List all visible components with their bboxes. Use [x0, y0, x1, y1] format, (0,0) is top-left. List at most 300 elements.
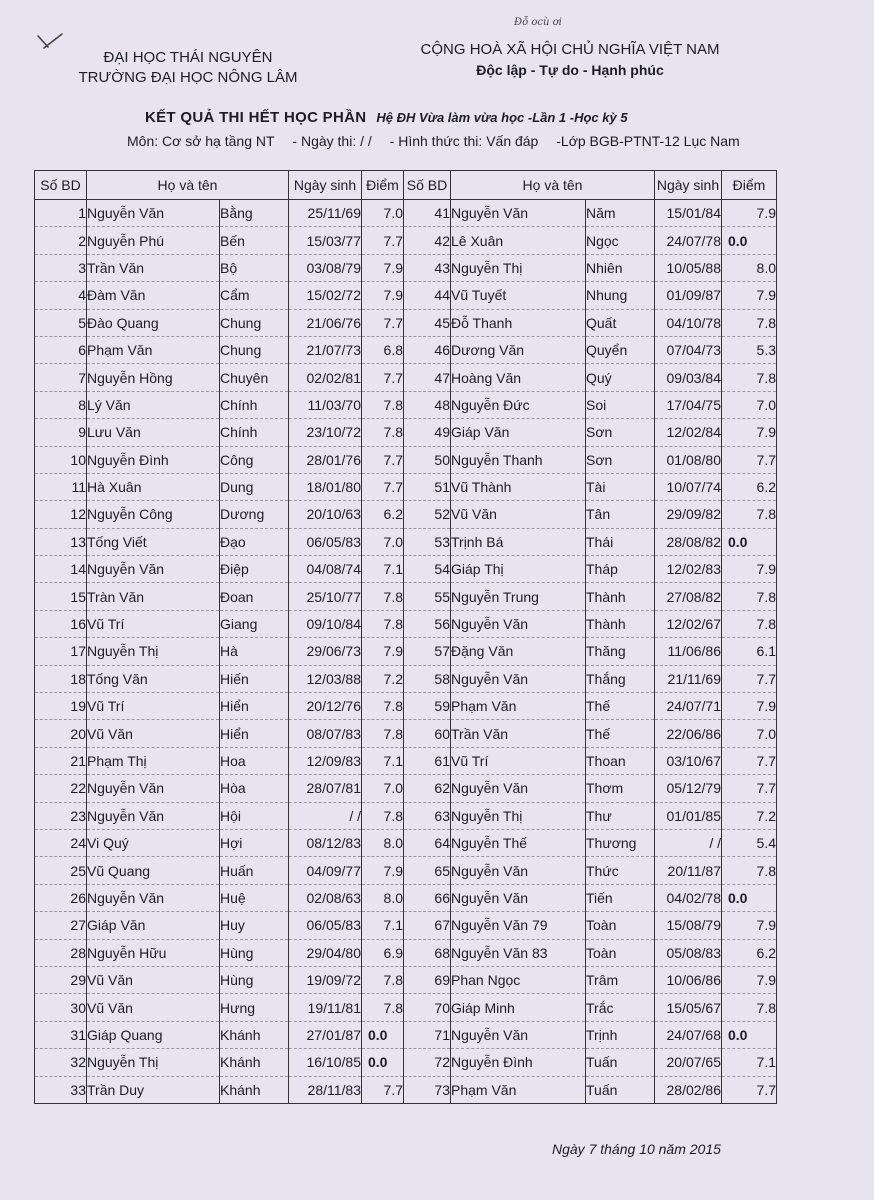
sbd-right: 43: [404, 254, 451, 281]
dob-right: 15/01/84: [655, 200, 722, 227]
family-name-right: Giáp Minh: [451, 994, 586, 1021]
score-left: 7.8: [362, 802, 404, 829]
given-name-right: Sơn: [586, 419, 655, 446]
sbd-right: 73: [404, 1076, 451, 1103]
table-row: [35, 364, 777, 391]
meta-class: -Lớp BGB-PTNT-12 Lục Nam: [556, 133, 740, 149]
sbd-right: 52: [404, 501, 451, 528]
table-row: [35, 528, 777, 555]
sbd-right: 66: [404, 884, 451, 911]
dob-right: 10/06/86: [655, 966, 722, 993]
dob-left: 19/11/81: [289, 994, 362, 1021]
given-name-right: Nhung: [586, 282, 655, 309]
dob-right: 24/07/78: [655, 227, 722, 254]
given-name-right: Tuấn: [586, 1076, 655, 1103]
dob-left: 23/10/72: [289, 419, 362, 446]
table-row: [35, 1049, 777, 1076]
dob-left: 08/07/83: [289, 720, 362, 747]
signing-date: Ngày 7 tháng 10 năm 2015: [552, 1141, 721, 1157]
dob-right: 11/06/86: [655, 638, 722, 665]
given-name-right: Trịnh: [586, 1021, 655, 1048]
sbd-right: 56: [404, 610, 451, 637]
family-name-left: Nguyễn Văn: [87, 200, 220, 227]
table-header-row: [35, 171, 777, 200]
family-name-right: Vũ Thành: [451, 473, 586, 500]
score-right: 7.7: [722, 775, 777, 802]
family-name-right: Dương Văn: [451, 336, 586, 363]
score-right: 7.8: [722, 309, 777, 336]
dob-left: 09/10/84: [289, 610, 362, 637]
given-name-left: Bằng: [220, 200, 289, 227]
given-name-right: Thơm: [586, 775, 655, 802]
table-row: [35, 391, 777, 418]
score-right: 7.9: [722, 556, 777, 583]
table-row: [35, 857, 777, 884]
score-right: 7.0: [722, 391, 777, 418]
family-name-left: Phạm Thị: [87, 747, 220, 774]
given-name-left: Hà: [220, 638, 289, 665]
sbd-right: 61: [404, 747, 451, 774]
dob-right: 15/08/79: [655, 912, 722, 939]
given-name-left: Hùng: [220, 966, 289, 993]
dob-left: 29/06/73: [289, 638, 362, 665]
dob-right: 05/08/83: [655, 939, 722, 966]
given-name-left: Huệ: [220, 884, 289, 911]
score-right: 6.2: [722, 939, 777, 966]
sbd-left: 4: [35, 282, 87, 309]
score-left: 7.7: [362, 473, 404, 500]
sbd-right: 57: [404, 638, 451, 665]
sbd-right: 47: [404, 364, 451, 391]
family-name-left: Vũ Văn: [87, 720, 220, 747]
family-name-right: Nguyễn Đình: [451, 1049, 586, 1076]
score-left: 6.2: [362, 501, 404, 528]
family-name-right: Lê Xuân: [451, 227, 586, 254]
sbd-left: 19: [35, 693, 87, 720]
sbd-right: 64: [404, 829, 451, 856]
score-left: 7.8: [362, 391, 404, 418]
given-name-left: Hòa: [220, 775, 289, 802]
score-left: 7.0: [362, 528, 404, 555]
sbd-right: 44: [404, 282, 451, 309]
family-name-left: Nguyễn Hữu: [87, 939, 220, 966]
dob-left: 15/03/77: [289, 227, 362, 254]
sbd-right: 69: [404, 966, 451, 993]
table-row: [35, 282, 777, 309]
given-name-right: Tháp: [586, 556, 655, 583]
score-left: 8.0: [362, 884, 404, 911]
given-name-right: Sơn: [586, 446, 655, 473]
given-name-right: Quý: [586, 364, 655, 391]
sbd-left: 11: [35, 473, 87, 500]
score-right: 5.3: [722, 336, 777, 363]
family-name-right: Phạm Văn: [451, 1076, 586, 1103]
family-name-right: Nguyễn Văn 83: [451, 939, 586, 966]
score-left: 7.8: [362, 966, 404, 993]
table-row: [35, 884, 777, 911]
dob-right: 24/07/68: [655, 1021, 722, 1048]
sbd-left: 20: [35, 720, 87, 747]
dob-right: 22/06/86: [655, 720, 722, 747]
dob-left: 21/06/76: [289, 309, 362, 336]
score-right: 7.7: [722, 1076, 777, 1103]
given-name-right: Quyển: [586, 336, 655, 363]
family-name-left: Vũ Văn: [87, 994, 220, 1021]
family-name-right: Đặng Văn: [451, 638, 586, 665]
dob-left: 02/02/81: [289, 364, 362, 391]
dob-right: 04/10/78: [655, 309, 722, 336]
dob-right: 24/07/71: [655, 693, 722, 720]
dob-left: 11/03/70: [289, 391, 362, 418]
family-name-right: Phạm Văn: [451, 693, 586, 720]
score-left: 8.0: [362, 829, 404, 856]
table-row: [35, 994, 777, 1021]
score-left: 7.8: [362, 583, 404, 610]
given-name-left: Hiến: [220, 665, 289, 692]
score-left: 7.7: [362, 446, 404, 473]
title-main: KẾT QUẢ THI HẾT HỌC PHẦN: [145, 109, 367, 126]
dob-right: 04/02/78: [655, 884, 722, 911]
family-name-right: Nguyễn Văn: [451, 775, 586, 802]
sbd-right: 54: [404, 556, 451, 583]
given-name-right: Tài: [586, 473, 655, 500]
dob-left: 06/05/83: [289, 528, 362, 555]
table-row: [35, 665, 777, 692]
score-left: 7.9: [362, 282, 404, 309]
dob-left: 18/01/80: [289, 473, 362, 500]
family-name-right: Nguyễn Văn: [451, 857, 586, 884]
dob-left: 04/08/74: [289, 556, 362, 583]
sbd-left: 28: [35, 939, 87, 966]
table-row: [35, 556, 777, 583]
score-right: 7.1: [722, 1049, 777, 1076]
dob-right: 01/08/80: [655, 446, 722, 473]
dob-left: 04/09/77: [289, 857, 362, 884]
family-name-left: Vũ Văn: [87, 966, 220, 993]
family-name-left: Vũ Quang: [87, 857, 220, 884]
score-right: 0.0: [722, 884, 777, 911]
sbd-left: 2: [35, 227, 87, 254]
given-name-right: Tân: [586, 501, 655, 528]
given-name-left: Bến: [220, 227, 289, 254]
table-row: [35, 336, 777, 363]
sbd-left: 16: [35, 610, 87, 637]
family-name-right: Vũ Trí: [451, 747, 586, 774]
meta-subject: Môn: Cơ sở hạ tầng NT: [127, 133, 275, 149]
given-name-right: Thư: [586, 802, 655, 829]
national-header: [420, 40, 720, 80]
score-left: 7.7: [362, 227, 404, 254]
family-name-left: Lý Văn: [87, 391, 220, 418]
given-name-right: Thế: [586, 693, 655, 720]
given-name-left: Dung: [220, 473, 289, 500]
sbd-right: 60: [404, 720, 451, 747]
score-right: 7.8: [722, 994, 777, 1021]
family-name-left: Trần Duy: [87, 1076, 220, 1103]
score-right: 7.0: [722, 720, 777, 747]
given-name-right: Thăng: [586, 638, 655, 665]
given-name-left: Cẩm: [220, 282, 289, 309]
score-right: 7.8: [722, 583, 777, 610]
given-name-left: Giang: [220, 610, 289, 637]
sbd-right: 58: [404, 665, 451, 692]
dob-right: 28/08/82: [655, 528, 722, 555]
score-left: 7.2: [362, 665, 404, 692]
dob-right: 20/11/87: [655, 857, 722, 884]
table-row: [35, 254, 777, 281]
dob-left: 20/10/63: [289, 501, 362, 528]
sbd-left: 17: [35, 638, 87, 665]
table-row: [35, 610, 777, 637]
score-left: 7.9: [362, 254, 404, 281]
score-left: 6.9: [362, 939, 404, 966]
family-name-left: Nguyễn Thị: [87, 638, 220, 665]
sbd-right: 53: [404, 528, 451, 555]
score-left: 7.0: [362, 775, 404, 802]
given-name-left: Bộ: [220, 254, 289, 281]
col-score-right: Điểm: [722, 171, 777, 200]
national-motto: Độc lập - Tự do - Hạnh phúc: [476, 62, 664, 78]
family-name-left: Vi Quý: [87, 829, 220, 856]
university-name: ĐẠI HỌC THÁI NGUYÊN: [103, 49, 273, 66]
sbd-right: 45: [404, 309, 451, 336]
dob-left: 16/10/85: [289, 1049, 362, 1076]
given-name-right: Quất: [586, 309, 655, 336]
sbd-right: 62: [404, 775, 451, 802]
given-name-left: Khánh: [220, 1021, 289, 1048]
family-name-left: Nguyễn Hồng: [87, 364, 220, 391]
sbd-left: 30: [35, 994, 87, 1021]
sbd-left: 6: [35, 336, 87, 363]
family-name-right: Vũ Văn: [451, 501, 586, 528]
score-left: 0.0: [362, 1021, 404, 1048]
score-right: 0.0: [722, 1021, 777, 1048]
score-right: 5.4: [722, 829, 777, 856]
family-name-right: Nguyễn Thị: [451, 802, 586, 829]
family-name-left: Nguyễn Đình: [87, 446, 220, 473]
col-dob-left: Ngày sinh: [289, 171, 362, 200]
table-row: [35, 802, 777, 829]
family-name-right: Nguyễn Văn: [451, 665, 586, 692]
table-row: [35, 939, 777, 966]
title-sub: Hệ ĐH Vừa làm vừa học -Lần 1 -Học kỳ 5: [376, 110, 628, 125]
dob-left: 12/09/83: [289, 747, 362, 774]
family-name-left: Giáp Văn: [87, 912, 220, 939]
institution-header: [72, 48, 304, 88]
table-row: [35, 309, 777, 336]
sbd-left: 31: [35, 1021, 87, 1048]
given-name-right: Thế: [586, 720, 655, 747]
dob-right: 29/09/82: [655, 501, 722, 528]
dob-left: 25/11/69: [289, 200, 362, 227]
family-name-left: Tống Văn: [87, 665, 220, 692]
col-name-left: Họ và tên: [87, 171, 289, 200]
family-name-left: Nguyễn Phú: [87, 227, 220, 254]
dob-left: 02/08/63: [289, 884, 362, 911]
family-name-left: Đào Quang: [87, 309, 220, 336]
family-name-right: Trần Văn: [451, 720, 586, 747]
score-right: 7.8: [722, 501, 777, 528]
given-name-left: Chính: [220, 391, 289, 418]
score-right: 7.9: [722, 200, 777, 227]
dob-left: 20/12/76: [289, 693, 362, 720]
sbd-right: 72: [404, 1049, 451, 1076]
given-name-left: Đạo: [220, 528, 289, 555]
score-right: 6.2: [722, 473, 777, 500]
exam-meta: [127, 133, 754, 149]
table-row: [35, 720, 777, 747]
table-row: [35, 227, 777, 254]
dob-right: 05/12/79: [655, 775, 722, 802]
given-name-right: Thái: [586, 528, 655, 555]
sbd-left: 25: [35, 857, 87, 884]
dob-right: 12/02/83: [655, 556, 722, 583]
sbd-left: 10: [35, 446, 87, 473]
score-right: 7.7: [722, 665, 777, 692]
table-row: [35, 747, 777, 774]
score-left: 7.9: [362, 638, 404, 665]
given-name-left: Hiển: [220, 693, 289, 720]
pen-tick-mark-icon: [36, 32, 64, 50]
score-right: 7.8: [722, 857, 777, 884]
dob-right: 15/05/67: [655, 994, 722, 1021]
dob-left: 15/02/72: [289, 282, 362, 309]
sbd-right: 46: [404, 336, 451, 363]
score-left: 7.9: [362, 857, 404, 884]
sbd-left: 8: [35, 391, 87, 418]
given-name-left: Chuyên: [220, 364, 289, 391]
score-left: 7.8: [362, 610, 404, 637]
sbd-left: 1: [35, 200, 87, 227]
dob-right: 27/08/82: [655, 583, 722, 610]
dob-right: 20/07/65: [655, 1049, 722, 1076]
sbd-left: 12: [35, 501, 87, 528]
dob-right: 12/02/67: [655, 610, 722, 637]
family-name-right: Nguyễn Văn: [451, 610, 586, 637]
sbd-left: 15: [35, 583, 87, 610]
sbd-left: 14: [35, 556, 87, 583]
dob-left: 08/12/83: [289, 829, 362, 856]
given-name-left: Dương: [220, 501, 289, 528]
family-name-left: Lưu Văn: [87, 419, 220, 446]
family-name-left: Nguyễn Văn: [87, 802, 220, 829]
country-name: CỘNG HOÀ XÃ HỘI CHỦ NGHĨA VIỆT NAM: [420, 41, 720, 58]
given-name-right: Tiến: [586, 884, 655, 911]
family-name-left: Vũ Trí: [87, 693, 220, 720]
table-row: [35, 912, 777, 939]
table-row: [35, 501, 777, 528]
family-name-left: Hà Xuân: [87, 473, 220, 500]
family-name-left: Phạm Văn: [87, 336, 220, 363]
sbd-left: 18: [35, 665, 87, 692]
col-sbd-left: Số BD: [35, 171, 87, 200]
family-name-left: Nguyễn Văn: [87, 884, 220, 911]
sbd-right: 65: [404, 857, 451, 884]
score-left: 7.7: [362, 364, 404, 391]
given-name-left: Đoan: [220, 583, 289, 610]
family-name-right: Nguyễn Văn: [451, 200, 586, 227]
school-name: TRƯỜNG ĐẠI HỌC NÔNG LÂM: [78, 69, 298, 86]
family-name-left: Tràn Văn: [87, 583, 220, 610]
given-name-right: Thắng: [586, 665, 655, 692]
family-name-right: Nguyễn Văn: [451, 884, 586, 911]
family-name-right: Nguyễn Văn 79: [451, 912, 586, 939]
given-name-right: Ngọc: [586, 227, 655, 254]
dob-left: 21/07/73: [289, 336, 362, 363]
family-name-right: Phan Ngọc: [451, 966, 586, 993]
dob-left: 25/10/77: [289, 583, 362, 610]
sbd-right: 70: [404, 994, 451, 1021]
table-row: [35, 473, 777, 500]
family-name-left: Tống Viết: [87, 528, 220, 555]
family-name-right: Nguyễn Thế: [451, 829, 586, 856]
score-left: 7.1: [362, 912, 404, 939]
sbd-left: 23: [35, 802, 87, 829]
sbd-left: 9: [35, 419, 87, 446]
sbd-right: 49: [404, 419, 451, 446]
score-right: 8.0: [722, 254, 777, 281]
family-name-right: Hoàng Văn: [451, 364, 586, 391]
family-name-right: Nguyễn Đức: [451, 391, 586, 418]
sbd-left: 24: [35, 829, 87, 856]
dob-right: 10/05/88: [655, 254, 722, 281]
score-right: 7.8: [722, 364, 777, 391]
family-name-right: Nguyễn Trung: [451, 583, 586, 610]
table-row: [35, 966, 777, 993]
table-row: [35, 1076, 777, 1103]
score-right: 7.2: [722, 802, 777, 829]
given-name-right: Thành: [586, 583, 655, 610]
table-row: [35, 693, 777, 720]
given-name-right: Thành: [586, 610, 655, 637]
given-name-right: Nhiên: [586, 254, 655, 281]
col-name-right: Họ và tên: [451, 171, 655, 200]
score-right: 0.0: [722, 227, 777, 254]
score-left: 0.0: [362, 1049, 404, 1076]
score-left: 7.8: [362, 419, 404, 446]
family-name-left: Nguyễn Văn: [87, 556, 220, 583]
dob-left: 19/09/72: [289, 966, 362, 993]
given-name-left: Hợi: [220, 829, 289, 856]
dob-right: 03/10/67: [655, 747, 722, 774]
dob-left: 27/01/87: [289, 1021, 362, 1048]
given-name-right: Thức: [586, 857, 655, 884]
score-left: 6.8: [362, 336, 404, 363]
sbd-left: 29: [35, 966, 87, 993]
dob-right: / /: [655, 829, 722, 856]
given-name-left: Hùng: [220, 939, 289, 966]
given-name-left: Khánh: [220, 1049, 289, 1076]
col-score-left: Điểm: [362, 171, 404, 200]
score-left: 7.7: [362, 1076, 404, 1103]
family-name-right: Nguyễn Thị: [451, 254, 586, 281]
family-name-left: Nguyễn Văn: [87, 775, 220, 802]
dob-left: 28/07/81: [289, 775, 362, 802]
dob-right: 07/04/73: [655, 336, 722, 363]
sbd-right: 41: [404, 200, 451, 227]
given-name-left: Điệp: [220, 556, 289, 583]
sbd-right: 71: [404, 1021, 451, 1048]
score-left: 7.1: [362, 556, 404, 583]
results-table: [34, 170, 777, 1104]
given-name-left: Hoa: [220, 747, 289, 774]
dob-left: 03/08/79: [289, 254, 362, 281]
family-name-right: Giáp Văn: [451, 419, 586, 446]
sbd-left: 33: [35, 1076, 87, 1103]
dob-left: 28/01/76: [289, 446, 362, 473]
table-row: [35, 200, 777, 227]
score-left: 7.7: [362, 309, 404, 336]
